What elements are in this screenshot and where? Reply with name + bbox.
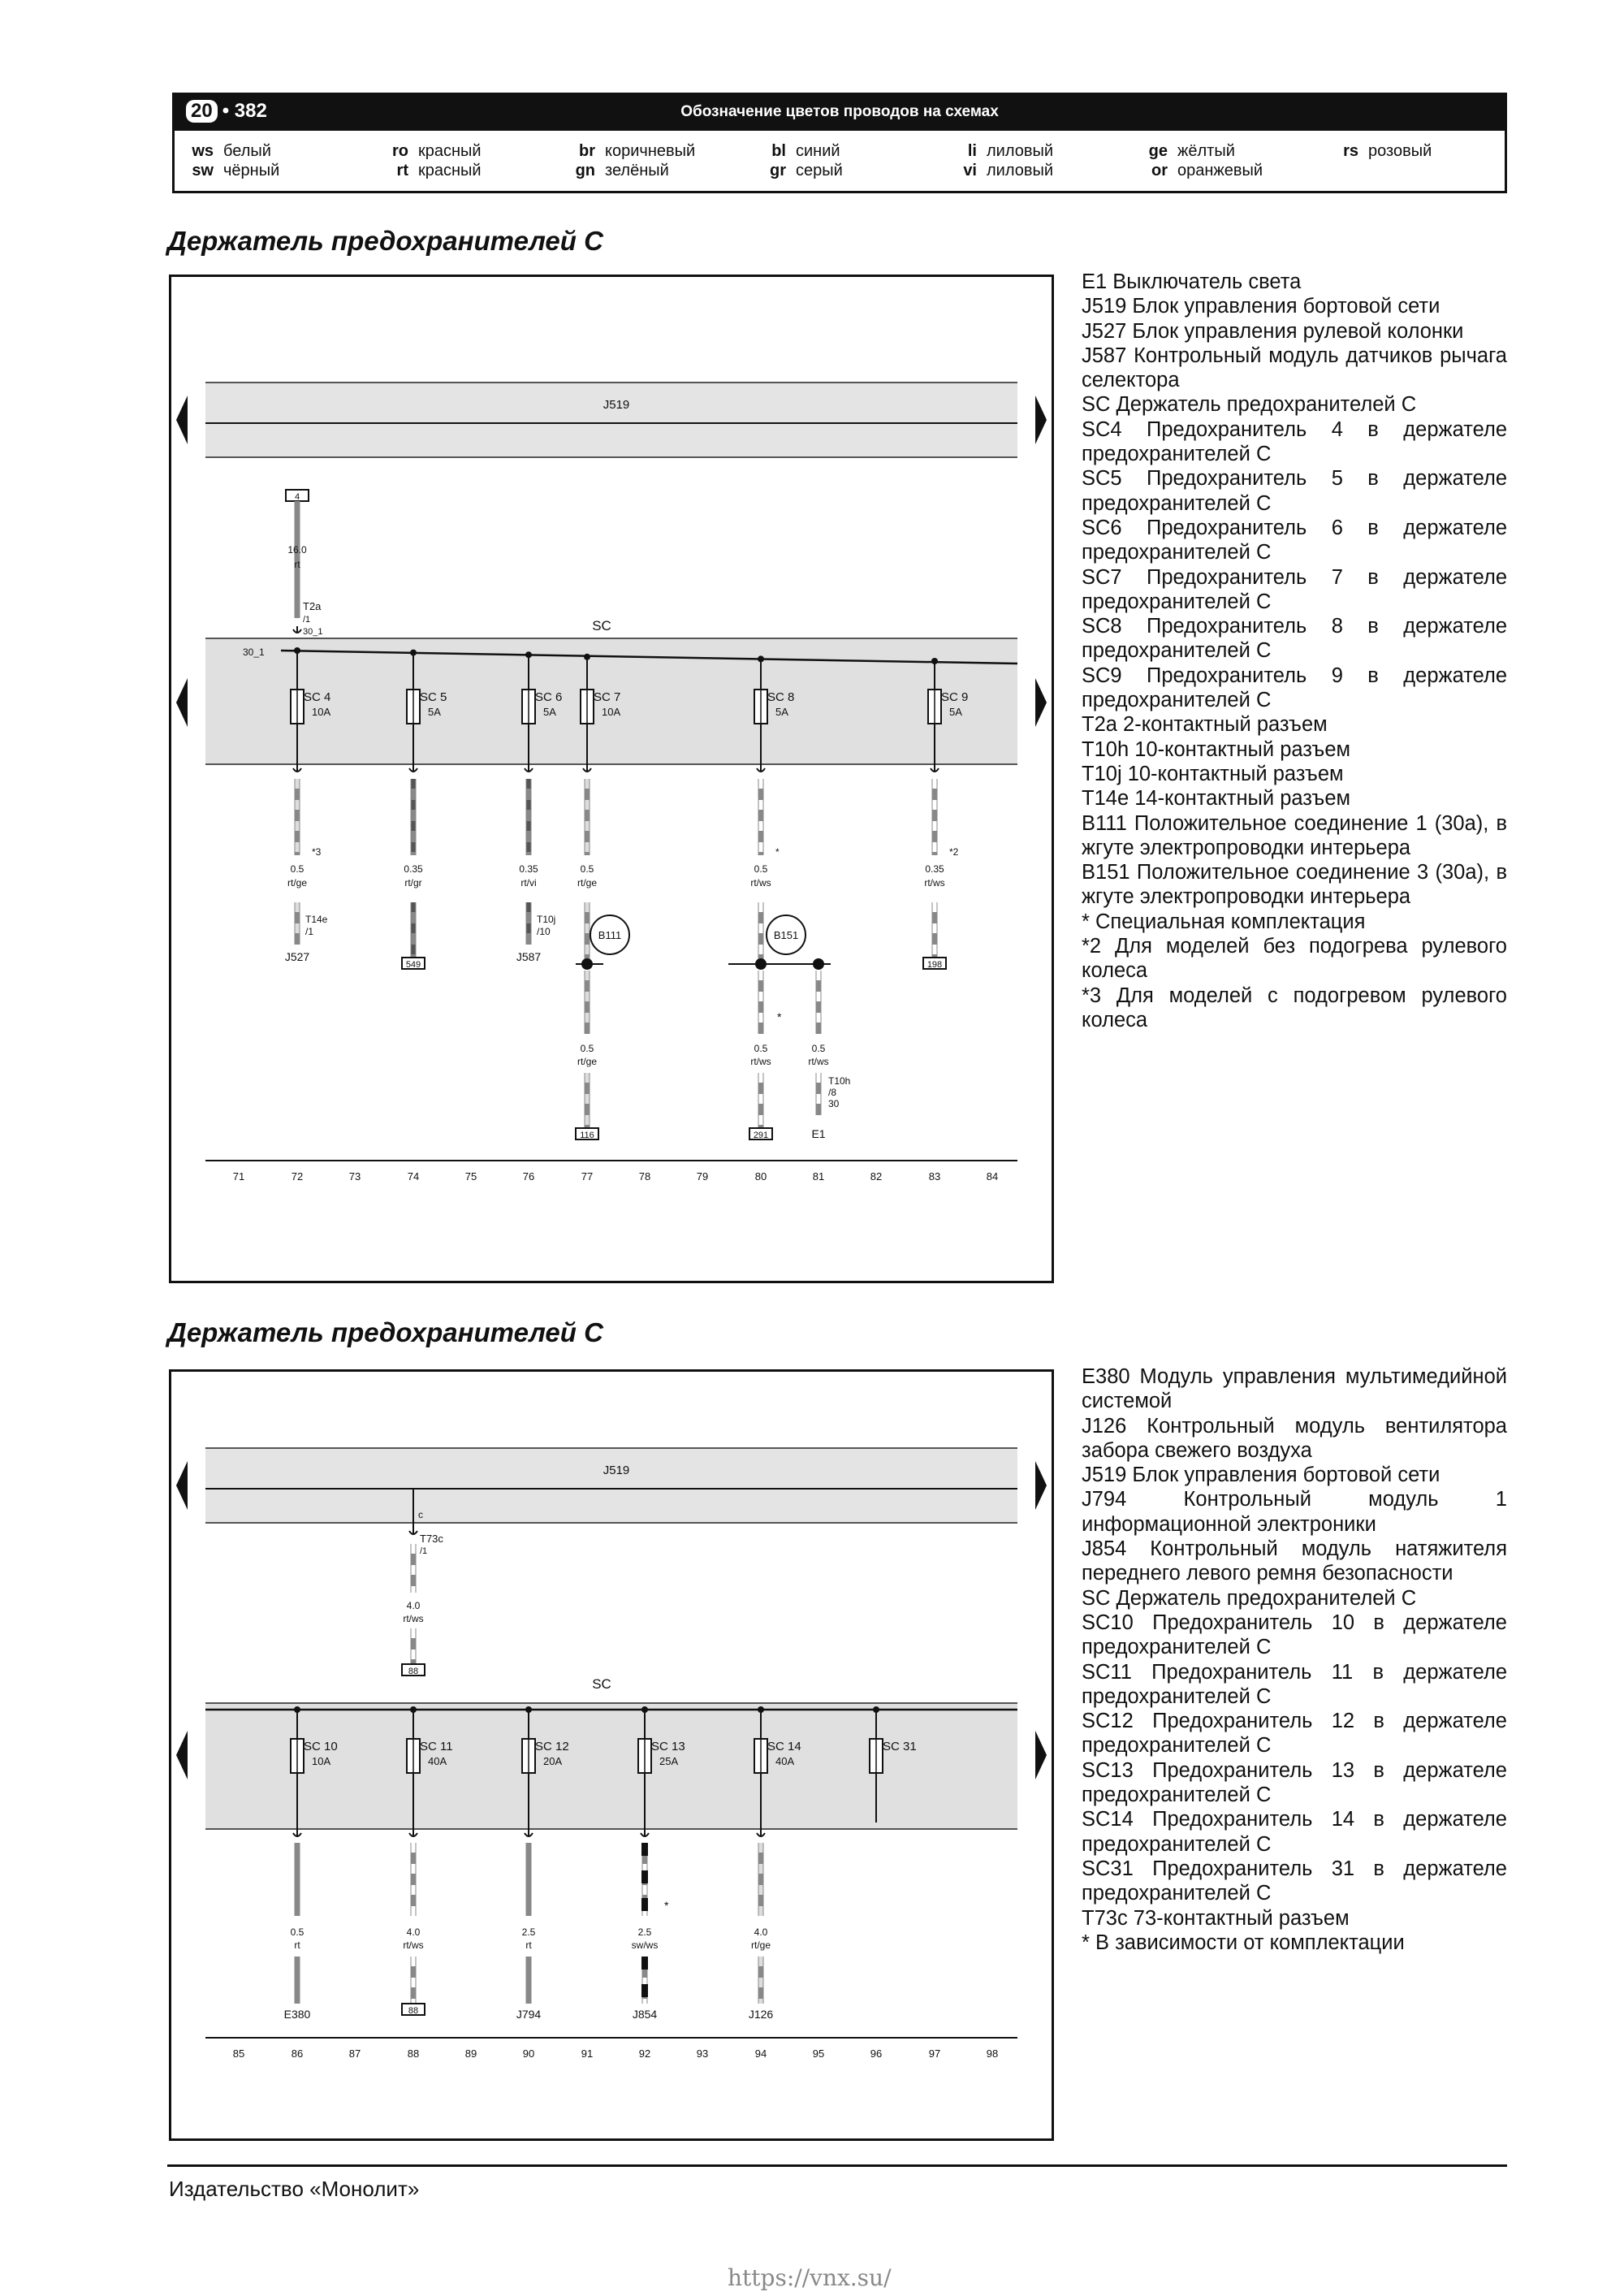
legend-item: T14e 14-контактный разъем <box>1082 787 1351 811</box>
ref-box-label: 198 <box>926 960 943 970</box>
legend-item: SC14 Предохранитель 14 в держателе предохранителей C <box>1082 1808 1507 1856</box>
legend-item: SC4 Предохранитель 4 в держателе предохранителей C <box>1082 417 1507 466</box>
legend-item: * В зависимости от комплектации <box>1082 1931 1405 1954</box>
fuse-rating: 40A <box>775 1755 795 1767</box>
connector-label: T73c <box>420 1533 443 1545</box>
legend-item: SC Держатель предохранителей C <box>1082 393 1417 417</box>
grid-number: 95 <box>812 2047 825 2060</box>
fuse-name: SC 8 <box>767 690 795 704</box>
wire-color: rt/ws <box>750 877 771 889</box>
wire-color: rt <box>294 1939 300 1951</box>
wire-color: rt/ws <box>403 1939 424 1951</box>
fuse-name: SC 14 <box>767 1740 801 1753</box>
grid-number: 81 <box>812 1170 825 1183</box>
grid-number: 93 <box>696 2047 709 2060</box>
diagram1 <box>171 277 1052 1281</box>
legend-item: T2a 2-контактный разъем <box>1082 713 1328 737</box>
ref-box-label: 549 <box>405 960 421 970</box>
legend-item: SC11 Предохранитель 11 в держателе предохранителей C <box>1082 1660 1507 1708</box>
site-url[interactable]: https://vnx.su/ <box>728 2264 892 2291</box>
fuse-rating: 25A <box>659 1755 679 1767</box>
wire-color: rt/gr <box>404 877 422 889</box>
grid-number: 89 <box>464 2047 477 2060</box>
component-label: J794 <box>516 2008 542 2021</box>
legend-item: SC10 Предохранитель 10 в держателе предохранителей C <box>1082 1611 1507 1659</box>
grid-number: 86 <box>291 2047 304 2060</box>
color-code-abbr: br <box>579 142 595 160</box>
fuse-rating: 5A <box>949 706 962 718</box>
j519-label: J519 <box>603 1464 630 1477</box>
section2-legend <box>1082 1364 1507 1955</box>
connector-label: /1 <box>303 615 311 625</box>
color-code-name: красный <box>418 142 482 160</box>
legend-item: SC6 Предохранитель 6 в держателе предохранителей C <box>1082 516 1507 564</box>
connector-label: T2a <box>303 600 322 612</box>
fuse-rating: 10A <box>602 706 621 718</box>
wire-note: * <box>775 846 780 858</box>
legend-item: T10h 10-контактный разъем <box>1082 737 1351 761</box>
wire-size: 2.5 <box>521 1926 536 1938</box>
color-code-abbr: or <box>1151 162 1168 179</box>
color-code-abbr: li <box>967 142 977 160</box>
wire-color: rt/ge <box>577 877 598 889</box>
diagram1-frame <box>169 275 1054 1283</box>
wire-color: rt <box>525 1939 532 1951</box>
wire-color: rt/ws <box>403 1613 424 1624</box>
color-code-name: белый <box>223 142 271 160</box>
color-code-name: розовый <box>1368 142 1432 160</box>
fuse-name: SC 5 <box>420 690 447 704</box>
section1-title: Держатель предохранителей C <box>167 226 603 256</box>
fuse-name: SC 31 <box>883 1740 917 1753</box>
pin-label: c <box>418 1509 423 1520</box>
wire-size: 2.5 <box>637 1926 652 1938</box>
color-code-name: лиловый <box>987 162 1054 179</box>
grid-number: 90 <box>522 2047 535 2060</box>
wire-color: rt <box>294 559 300 570</box>
header-title: Обозначение цветов проводов на схемах <box>680 103 999 120</box>
color-code-sw <box>175 162 279 180</box>
color-code-name: коричневый <box>605 142 696 160</box>
color-code-abbr: ro <box>392 142 408 160</box>
nav-arrow-right-icon <box>1035 396 1047 444</box>
legend-item: SC5 Предохранитель 5 в держателе предохранителей C <box>1082 467 1507 515</box>
legend-item: J527 Блок управления рулевой колонки <box>1082 319 1464 343</box>
color-code-name: зелёный <box>605 162 669 179</box>
color-code-abbr: ge <box>1148 142 1168 160</box>
diagram2-frame <box>169 1369 1054 2141</box>
fuse-name: SC 4 <box>304 690 331 704</box>
wire-size: 16.0 <box>287 544 307 556</box>
ref-box-label: 88 <box>408 1667 419 1676</box>
connector-label: /1 <box>420 1546 428 1556</box>
color-code-abbr: gn <box>575 162 595 179</box>
wire-size: 0.5 <box>580 863 594 875</box>
wire-color: rt/vi <box>520 877 537 889</box>
legend-item: J587 Контрольный модуль датчиков рычага селектора <box>1082 344 1507 392</box>
splice-label: B111 <box>598 929 622 941</box>
color-code-abbr: bl <box>771 142 786 160</box>
wire-note: * <box>664 1899 669 1912</box>
junction-dot <box>813 958 824 970</box>
wire-note: *3 <box>312 846 322 858</box>
grid-number: 75 <box>464 1170 477 1183</box>
wire-color: rt/ge <box>750 1939 771 1951</box>
fuse-name: SC 11 <box>420 1740 453 1753</box>
grid-number: 79 <box>696 1170 709 1183</box>
fuse-rating: 5A <box>543 706 556 718</box>
grid-number: 92 <box>638 2047 651 2060</box>
wire-color: rt/ws <box>924 877 945 889</box>
legend-item: *3 Для моделей с подогревом рулевого колеса <box>1082 984 1507 1031</box>
grid-number: 94 <box>754 2047 767 2060</box>
bus-label: 30_1 <box>243 646 265 658</box>
wire-color: sw/ws <box>631 1939 659 1951</box>
connector-label: T10j <box>537 914 556 925</box>
color-code-abbr: ws <box>192 142 214 160</box>
legend-item: * Специальная комплектация <box>1082 910 1366 933</box>
legend-item: SC12 Предохранитель 12 в держателе предохранителей C <box>1082 1710 1507 1758</box>
legend-item: B111 Положительное соединение 1 (30a), в жгуте электропроводки интерьера <box>1082 811 1507 859</box>
grid-number: 91 <box>581 2047 594 2060</box>
component-label: J854 <box>632 2008 658 2021</box>
color-code-ws <box>175 142 271 161</box>
color-code-name: оранжевый <box>1177 162 1263 179</box>
color-code-rt <box>369 162 482 180</box>
nav-arrow-right-icon <box>1035 1731 1047 1779</box>
fuse-name: SC 7 <box>594 690 621 704</box>
color-code-li <box>938 142 1053 161</box>
fuse-rating: 10A <box>312 706 331 718</box>
color-code-gn <box>556 162 669 180</box>
connector-label: 30 <box>828 1098 840 1109</box>
wire-size: 0.5 <box>580 1043 594 1054</box>
ref-box-label: 88 <box>408 2006 419 2016</box>
legend-item: T73c 73-контактный разъем <box>1082 1906 1350 1930</box>
legend-item: *2 Для моделей без подогрева рулевого колеса <box>1082 935 1507 983</box>
legend-item: J794 Контрольный модуль 1 информационной электроники <box>1082 1488 1507 1536</box>
component-label: E1 <box>811 1127 826 1140</box>
legend-item: J854 Контрольный модуль натяжителя переднего левого ремня безопасности <box>1082 1537 1507 1585</box>
legend-item: J126 Контрольный модуль вентилятора забора свежего воздуха <box>1082 1414 1507 1462</box>
connector-label: T10h <box>828 1075 851 1087</box>
wire-size: 0.5 <box>754 863 768 875</box>
nav-arrow-left-icon <box>176 396 188 444</box>
grid-number: 71 <box>232 1170 245 1183</box>
fuse-rating: 20A <box>543 1755 563 1767</box>
wire-size: 0.35 <box>404 863 423 875</box>
legend-item: J519 Блок управления бортовой сети <box>1082 1464 1440 1487</box>
color-code-gr <box>747 162 843 180</box>
legend-item: B151 Положительное соединение 3 (30a), в жгуте электропроводки интерьера <box>1082 861 1507 909</box>
fuse-name: SC 6 <box>535 690 563 704</box>
color-code-br <box>556 142 695 161</box>
legend-item: E380 Модуль управления мультимедийной системой <box>1082 1365 1507 1413</box>
fuse-rating: 40A <box>428 1755 447 1767</box>
connector-label: 30_1 <box>303 627 323 637</box>
color-code-header <box>172 93 1507 193</box>
ref-box-label: 116 <box>580 1131 594 1140</box>
fuse-name: SC 9 <box>941 690 969 704</box>
grid-number: 84 <box>986 1170 999 1183</box>
grid-number: 98 <box>986 2047 999 2060</box>
color-code-name: красный <box>418 162 482 179</box>
color-code-abbr: rt <box>396 162 408 179</box>
legend-item: SC Держатель предохранителей C <box>1082 1586 1417 1610</box>
ref-box-label: 291 <box>753 1131 769 1140</box>
connector-label: /1 <box>305 926 314 937</box>
color-code-or <box>1129 162 1263 180</box>
sc-label: SC <box>592 1676 611 1692</box>
connector-label: /8 <box>828 1087 837 1098</box>
grid-number: 97 <box>928 2047 941 2060</box>
grid-number: 77 <box>581 1170 594 1183</box>
component-label: E380 <box>283 2008 311 2021</box>
wire-color: rt/ws <box>750 1056 771 1067</box>
fuse-name: SC 10 <box>304 1740 338 1753</box>
header-bar <box>175 95 1505 131</box>
sc-label: SC <box>592 618 611 633</box>
color-code-name: жёлтый <box>1177 142 1235 160</box>
wire-size: 0.5 <box>290 863 304 875</box>
wire-color: rt/ge <box>287 877 308 889</box>
connector-label: /10 <box>537 926 551 937</box>
wire-color: rt/ws <box>808 1056 829 1067</box>
fuse-rating: 10A <box>312 1755 331 1767</box>
legend-item: SC7 Предохранитель 7 в держателе предохранителей C <box>1082 565 1507 613</box>
section1-legend <box>1082 270 1507 1032</box>
publisher: Издательство «Монолит» <box>169 2177 420 2201</box>
wire-size: 4.0 <box>754 1926 768 1938</box>
color-code-ro <box>369 142 482 161</box>
grid-number: 72 <box>291 1170 304 1183</box>
fuse-rating: 5A <box>428 706 441 718</box>
grid-number: 78 <box>638 1170 651 1183</box>
legend-item: SC8 Предохранитель 8 в держателе предохранителей C <box>1082 615 1507 663</box>
diagram2 <box>171 1372 1052 2138</box>
nav-arrow-left-icon <box>176 1731 188 1779</box>
nav-arrow-left-icon <box>176 1461 188 1510</box>
grid-number: 80 <box>754 1170 767 1183</box>
wire-size: 0.5 <box>811 1043 826 1054</box>
footer-divider <box>167 2164 1507 2167</box>
wire-size: 0.5 <box>290 1926 304 1938</box>
legend-item: J519 Блок управления бортовой сети <box>1082 295 1440 318</box>
wire-size: 4.0 <box>406 1600 421 1611</box>
j519-label: J519 <box>603 398 630 412</box>
color-code-abbr: sw <box>192 162 214 179</box>
fuse-rating: 5A <box>775 706 788 718</box>
wire-size: 0.5 <box>754 1043 768 1054</box>
wire-size: 0.35 <box>519 863 538 875</box>
wire-size: 0.35 <box>925 863 944 875</box>
legend-item: SC13 Предохранитель 13 в держателе предохранителей C <box>1082 1758 1507 1807</box>
color-code-ge <box>1129 142 1235 161</box>
splice-label: B151 <box>773 929 799 941</box>
component-label: J587 <box>516 950 542 963</box>
legend-item: SC31 Предохранитель 31 в держателе предохранителей C <box>1082 1857 1507 1905</box>
color-code-abbr: gr <box>770 162 786 179</box>
color-code-name: серый <box>796 162 843 179</box>
grid-number: 87 <box>348 2047 361 2060</box>
color-code-abbr: rs <box>1343 142 1358 160</box>
wire-note: *2 <box>949 846 959 858</box>
ref-box-label: 4 <box>294 492 300 502</box>
fuse-name: SC 13 <box>651 1740 685 1753</box>
color-code-name: лиловый <box>987 142 1054 160</box>
color-code-name: синий <box>796 142 840 160</box>
color-code-vi <box>938 162 1053 180</box>
grid-number: 76 <box>522 1170 535 1183</box>
nav-arrow-right-icon <box>1035 1461 1047 1510</box>
component-label: J126 <box>748 2008 774 2021</box>
grid-number: 83 <box>928 1170 941 1183</box>
legend-item: T10j 10-контактный разъем <box>1082 762 1344 785</box>
j519-block <box>205 1448 1017 1523</box>
legend-item: E1 Выключатель света <box>1082 270 1302 293</box>
nav-arrow-left-icon <box>176 678 188 727</box>
grid-number: 73 <box>348 1170 361 1183</box>
color-code-abbr: vi <box>963 162 977 179</box>
color-code-name: чёрный <box>223 162 280 179</box>
grid-number: 74 <box>407 1170 420 1183</box>
grid-number: 88 <box>407 2047 420 2060</box>
nav-arrow-right-icon <box>1035 678 1047 727</box>
grid-number: 96 <box>870 2047 883 2060</box>
grid-number: 85 <box>232 2047 245 2060</box>
grid-number: 82 <box>870 1170 883 1183</box>
page-number: 20 • 382 <box>186 100 267 123</box>
wire-color: rt/ge <box>577 1056 598 1067</box>
legend-item: SC9 Предохранитель 9 в держателе предохранителей C <box>1082 664 1507 712</box>
fuse-name: SC 12 <box>535 1740 569 1753</box>
wire-size: 4.0 <box>406 1926 421 1938</box>
component-label: J527 <box>284 950 310 963</box>
wire-note: * <box>777 1010 782 1023</box>
connector-label: T14e <box>305 914 328 925</box>
color-code-rs <box>1320 142 1432 161</box>
j519-block <box>205 383 1017 457</box>
section2-title: Держатель предохранителей C <box>167 1317 603 1347</box>
color-code-bl <box>747 142 840 161</box>
